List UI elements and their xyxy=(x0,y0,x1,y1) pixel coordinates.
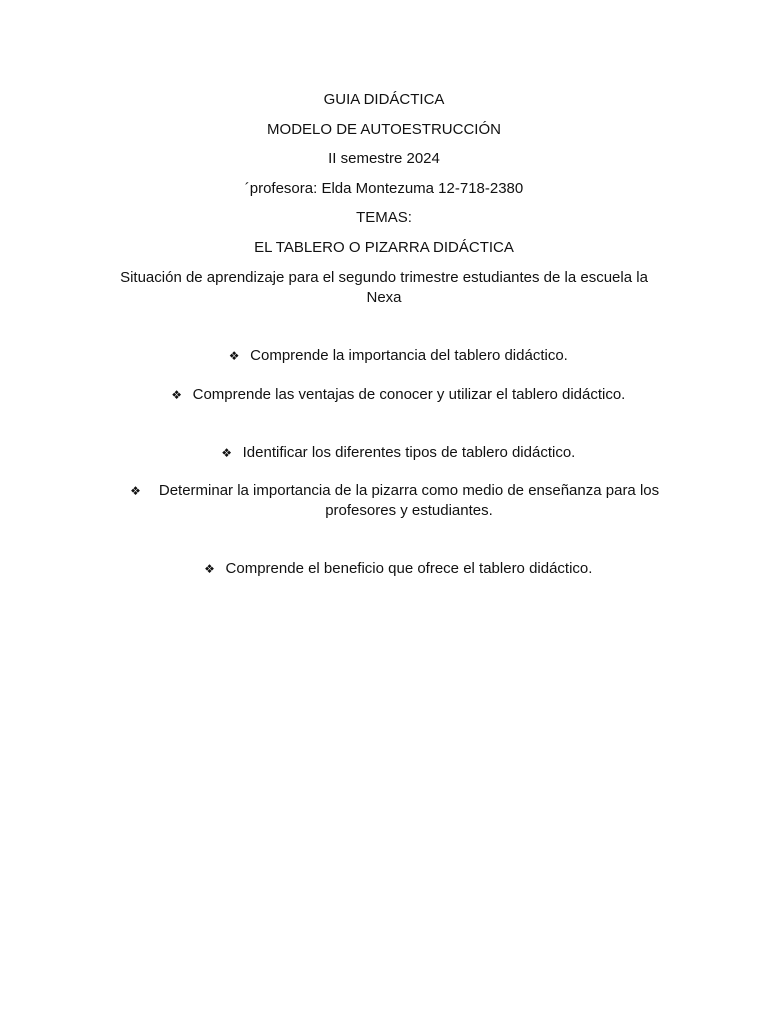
learning-situation: Situación de aprendizaje para el segundo trimestre estudiantes de la escuela la Nexa xyxy=(120,269,648,306)
diamond-bullet-icon xyxy=(221,443,233,463)
diamond-bullet-icon xyxy=(228,346,240,366)
objective-text: Comprende las ventajas de conocer y utilizar el tablero didáctico. xyxy=(192,386,626,403)
diamond-bullet-icon xyxy=(204,559,216,579)
objective-list-item xyxy=(36,559,760,579)
diamond-bullet-icon xyxy=(171,385,183,405)
teacher-line: ´profesora: Elda Montezuma 12-718-2380 xyxy=(244,180,524,197)
objective-text: Identificar los diferentes tipos de tablero didáctico. xyxy=(242,444,576,461)
objective-text: Comprende el beneficio que ofrece el tablero didáctico. xyxy=(225,560,593,577)
objective-list-item xyxy=(36,443,760,463)
objective-list-item xyxy=(36,346,760,366)
diamond-bullet-icon xyxy=(130,481,142,501)
semester-line: II semestre 2024 xyxy=(328,150,440,167)
model-heading: MODELO DE AUTOESTRUCCIÓN xyxy=(267,121,501,138)
objective-text: Determinar la importancia de la pizarra como medio de enseñanza para los profesores y estudiantes. xyxy=(158,482,660,519)
topics-label: TEMAS: xyxy=(356,209,412,226)
document-title: GUIA DIDÁCTICA xyxy=(323,91,445,108)
objective-text: Comprende la importancia del tablero didáctico. xyxy=(250,347,568,364)
topic-heading: EL TABLERO O PIZARRA DIDÁCTICA xyxy=(254,239,514,256)
objective-list-item xyxy=(36,481,760,521)
objective-list-item xyxy=(36,385,760,405)
